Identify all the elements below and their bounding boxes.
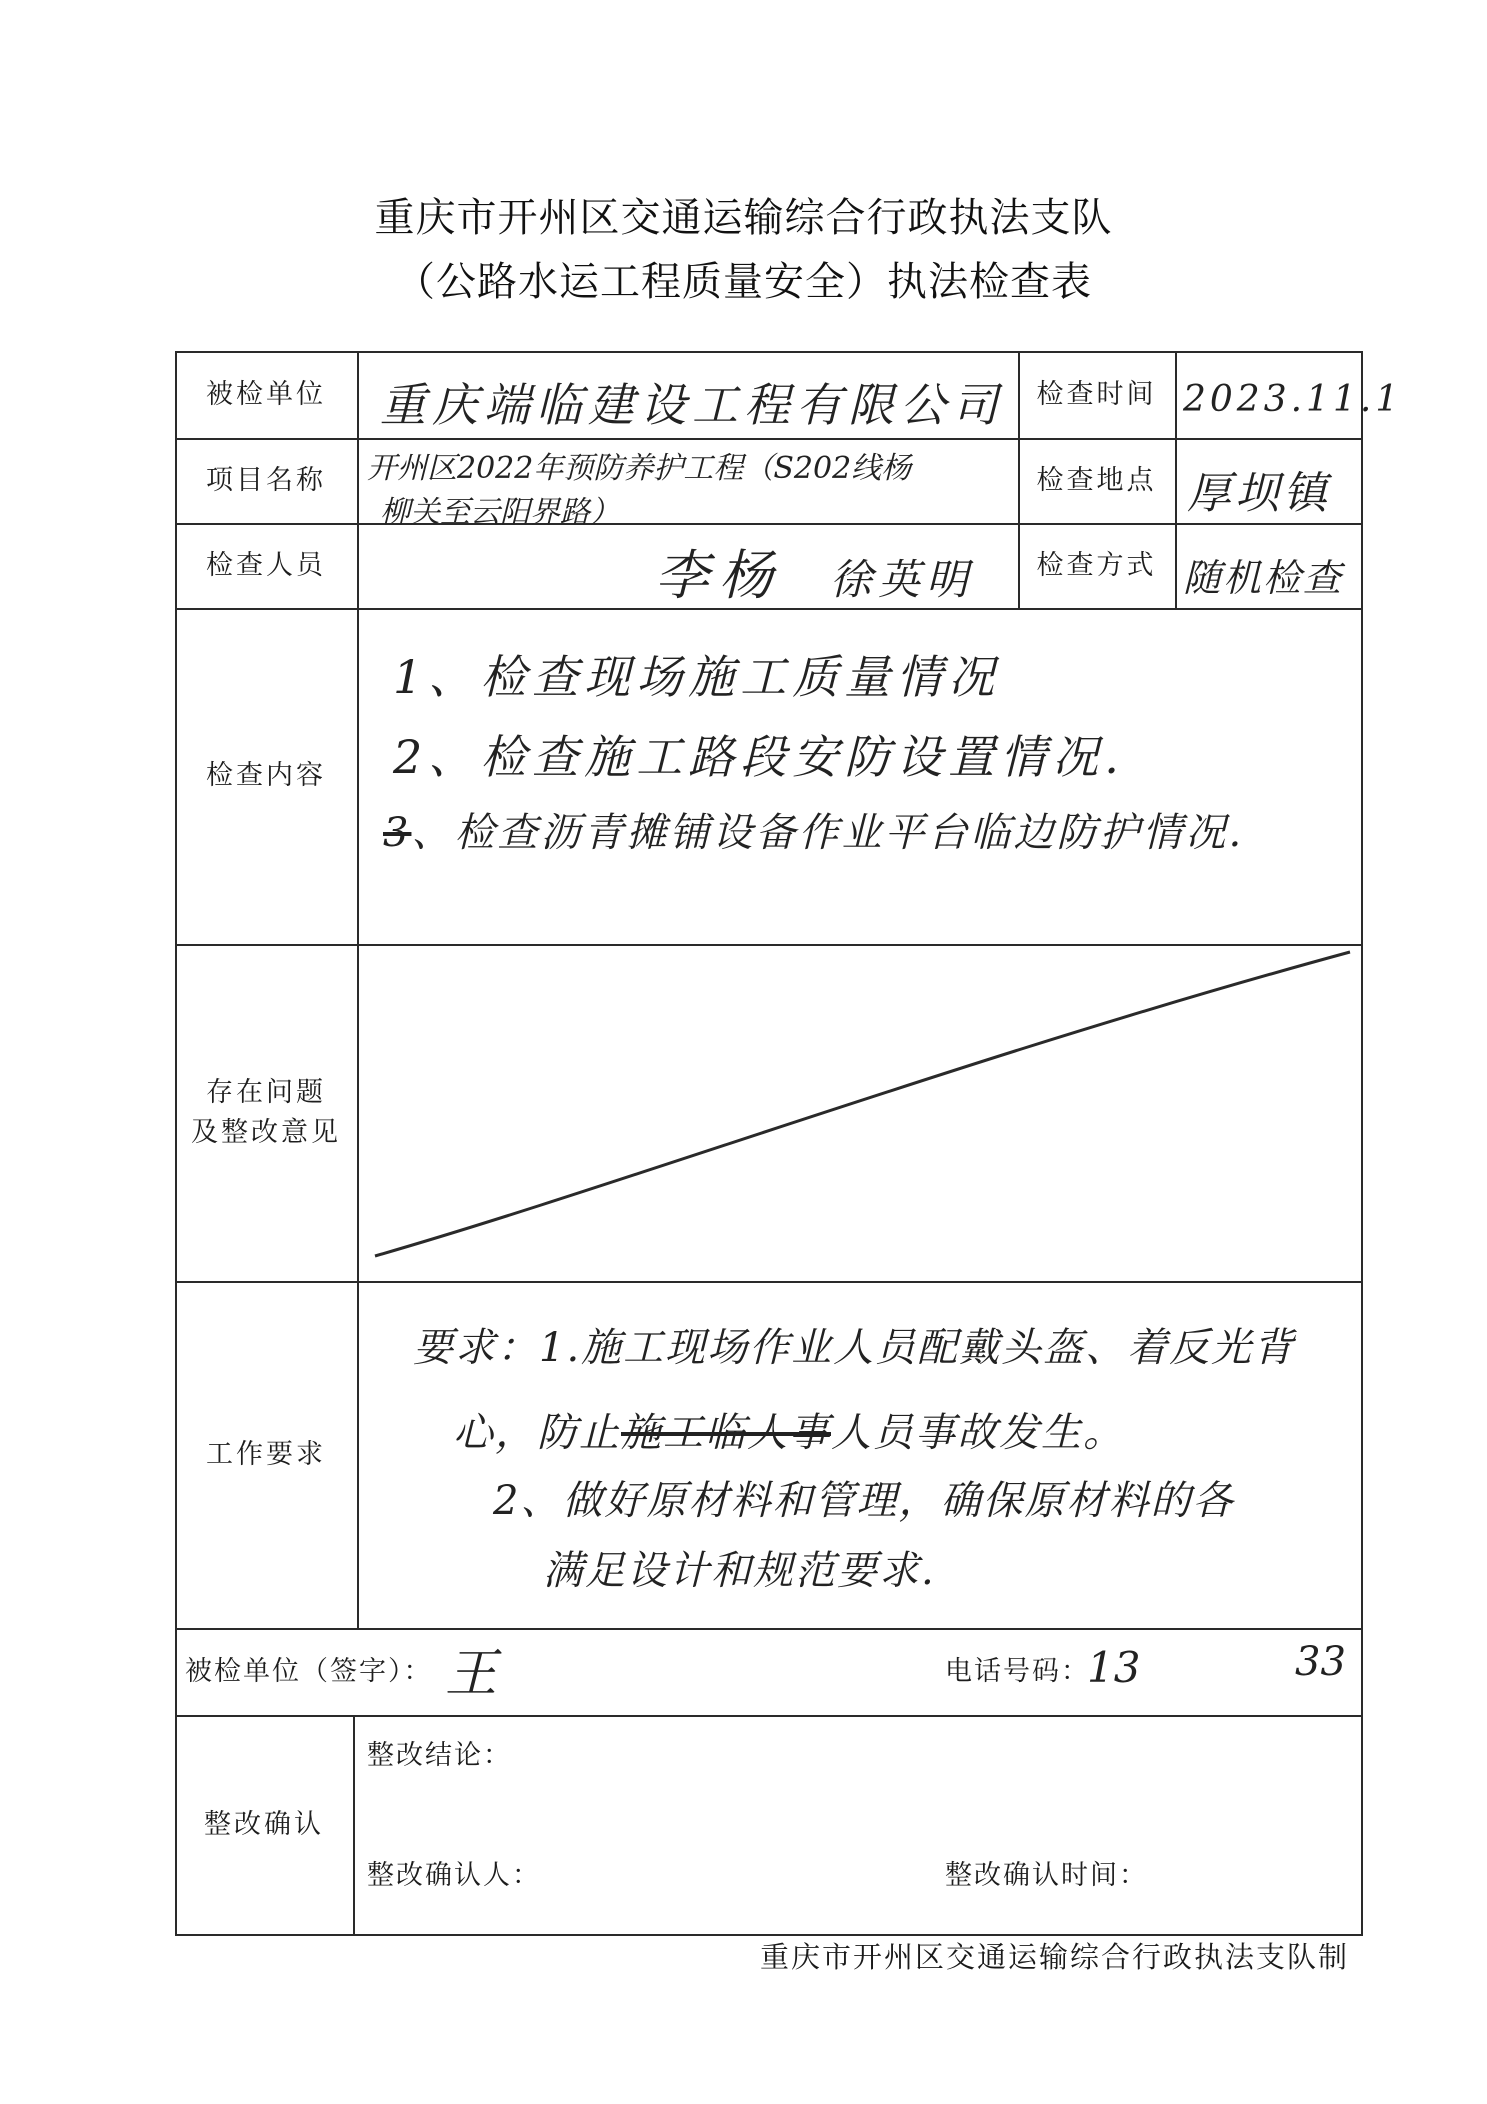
document-title-line1: 重庆市开州区交通运输综合行政执法支队 (374, 195, 1113, 241)
value-inspected-unit: 重庆端临建设工程有限公司 (380, 378, 1004, 432)
document-title-line2: （公路水运工程质量安全）执法检查表 (395, 259, 1092, 305)
value-content-2: 2、检查施工路段安防设置情况. (393, 730, 1125, 784)
value-inspection-time: 2023.11.1 (1183, 379, 1403, 420)
label-inspection-time: 检查时间 (1036, 378, 1157, 410)
label-issues-line1: 存在问题 (206, 1076, 326, 1108)
confirm-column-divider (353, 1715, 355, 1936)
value-inspector-2: 徐英明 (830, 555, 975, 604)
value-unit-signature: 王 (445, 1644, 498, 1704)
label-phone: 电话号码： (945, 1655, 1090, 1687)
value-requirement-1b-pre: 心，防止 (453, 1410, 621, 1456)
label-unit-signature: 被检单位（签字）： (185, 1655, 433, 1687)
value-content-3-text: 、检查沥青摊铺设备作业平台临边防护情况. (411, 810, 1245, 856)
label-rectification-confirmer: 整改确认人： (367, 1860, 541, 1891)
label-inspection-place: 检查地点 (1036, 464, 1157, 496)
value-inspector-1: 李杨 (655, 544, 783, 607)
value-content-3 (383, 801, 1244, 858)
value-requirement-1b-post: 人员事故发生。 (831, 1410, 1125, 1456)
value-requirement-1b-struck: 施工临人事 (621, 1410, 831, 1456)
label-rectification-conclusion: 整改结论： (367, 1740, 512, 1771)
value-phone-start: 13 (1087, 1643, 1141, 1692)
label-project-name: 项目名称 (206, 464, 326, 496)
label-rectification-confirm: 整改确认 (204, 1809, 324, 1840)
right-label-divider-right (1175, 351, 1177, 608)
value-requirement-1a: 要求：1.施工现场作业人员配戴头盔、着反光背 (413, 1325, 1296, 1371)
value-phone-end: 33 (1295, 1639, 1346, 1685)
value-requirement-2a: 2、做好原材料和管理，确保原材料的各 (493, 1478, 1235, 1524)
inspection-form (175, 351, 1403, 1936)
label-inspection-method: 检查方式 (1036, 549, 1157, 581)
value-requirement-1b (453, 1401, 1125, 1458)
label-work-requirements: 工作要求 (206, 1438, 326, 1470)
value-project-name-line1: 开州区2022年预防养护工程（S202线杨 (367, 451, 912, 486)
label-inspected-unit: 被检单位 (206, 378, 326, 410)
value-content-1: 1、检查现场施工质量情况 (393, 650, 1001, 704)
value-content-3-struck-prefix: 3 (383, 810, 412, 856)
value-requirement-2b: 满足设计和规范要求. (543, 1548, 936, 1594)
label-issues-line2: 及整改意见 (191, 1116, 341, 1148)
value-inspection-method: 随机检查 (1183, 556, 1344, 600)
value-project-name-line2: 柳关至云阳界路） (380, 495, 620, 530)
issues-diagonal-strike (175, 944, 1363, 1284)
label-rectification-confirm-time: 整改确认时间： (945, 1860, 1148, 1891)
footer-issuer: 重庆市开州区交通运输综合行政执法支队制 (760, 1940, 1350, 1974)
label-inspectors: 检查人员 (206, 549, 326, 581)
value-inspection-place: 厚坝镇 (1187, 468, 1331, 519)
label-inspection-content: 检查内容 (206, 760, 326, 791)
